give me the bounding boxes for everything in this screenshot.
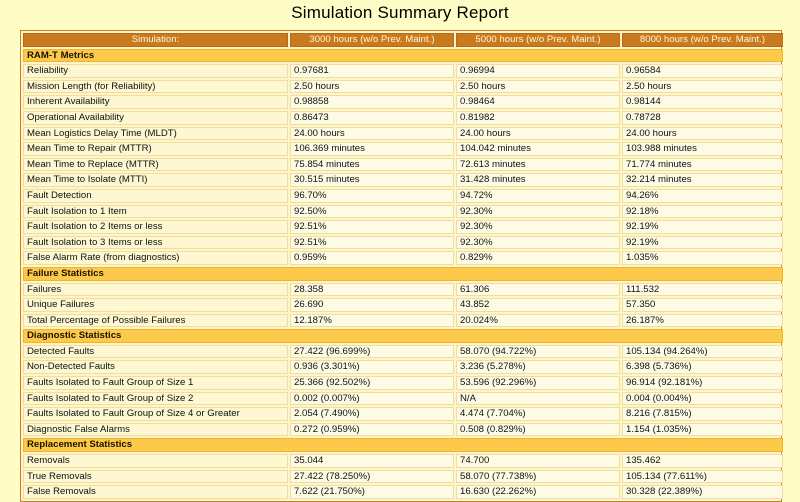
- metric-label: False Alarm Rate (from diagnostics): [23, 251, 288, 265]
- summary-table: [21, 31, 785, 501]
- metric-label: Mean Logistics Delay Time (MLDT): [23, 127, 288, 141]
- metric-label: Faults Isolated to Fault Group of Size 2: [23, 392, 288, 406]
- metric-value: 0.98144: [622, 95, 783, 109]
- metric-value: 35.044: [290, 454, 454, 468]
- metric-value: 0.98464: [456, 95, 620, 109]
- metric-value: 92.30%: [456, 236, 620, 250]
- table-row: [23, 95, 783, 109]
- metric-value: N/A: [456, 392, 620, 406]
- metric-value: 53.596 (92.296%): [456, 376, 620, 390]
- metric-value: 106.369 minutes: [290, 142, 454, 156]
- metric-label: Mean Time to Isolate (MTTI): [23, 173, 288, 187]
- metric-value: 16.630 (22.262%): [456, 485, 620, 499]
- metric-value: 94.72%: [456, 189, 620, 203]
- table-row: [23, 407, 783, 421]
- metric-value: 92.19%: [622, 220, 783, 234]
- header-label: Simulation:: [23, 33, 288, 47]
- metric-value: 0.81982: [456, 111, 620, 125]
- metric-value: 92.18%: [622, 205, 783, 219]
- metric-label: True Removals: [23, 470, 288, 484]
- summary-table-frame: [20, 30, 782, 502]
- metric-value: 0.78728: [622, 111, 783, 125]
- metric-value: 92.51%: [290, 220, 454, 234]
- metric-value: 0.829%: [456, 251, 620, 265]
- metric-value: 28.358: [290, 283, 454, 297]
- metric-value: 72.613 minutes: [456, 158, 620, 172]
- metric-label: Reliability: [23, 64, 288, 78]
- header-col-8000: 8000 hours (w/o Prev. Maint.): [622, 33, 783, 47]
- table-row: [23, 127, 783, 141]
- metric-value: 26.690: [290, 298, 454, 312]
- metric-value: 61.306: [456, 283, 620, 297]
- metric-value: 96.70%: [290, 189, 454, 203]
- table-row: [23, 298, 783, 312]
- section-header-row: [23, 49, 783, 63]
- metric-label: Mean Time to Repair (MTTR): [23, 142, 288, 156]
- metric-value: 2.50 hours: [290, 80, 454, 94]
- metric-value: 2.50 hours: [622, 80, 783, 94]
- metric-value: 92.30%: [456, 205, 620, 219]
- metric-value: 7.622 (21.750%): [290, 485, 454, 499]
- metric-value: 0.508 (0.829%): [456, 423, 620, 437]
- metric-label: Fault Isolation to 3 Items or less: [23, 236, 288, 250]
- metric-value: 26.187%: [622, 314, 783, 328]
- metric-value: 8.216 (7.815%): [622, 407, 783, 421]
- table-row: [23, 454, 783, 468]
- metric-value: 1.154 (1.035%): [622, 423, 783, 437]
- table-row: [23, 345, 783, 359]
- metric-value: 43.852: [456, 298, 620, 312]
- metric-value: 71.774 minutes: [622, 158, 783, 172]
- metric-value: 0.004 (0.004%): [622, 392, 783, 406]
- table-row: [23, 423, 783, 437]
- metric-value: 3.236 (5.278%): [456, 360, 620, 374]
- table-row: [23, 376, 783, 390]
- metric-value: 75.854 minutes: [290, 158, 454, 172]
- table-row: [23, 142, 783, 156]
- table-row: [23, 220, 783, 234]
- metric-value: 30.515 minutes: [290, 173, 454, 187]
- table-row: [23, 64, 783, 78]
- metric-value: 4.474 (7.704%): [456, 407, 620, 421]
- table-row: [23, 236, 783, 250]
- section-header-row: [23, 329, 783, 343]
- metric-value: 24.00 hours: [622, 127, 783, 141]
- table-row: [23, 360, 783, 374]
- metric-value: 105.134 (77.611%): [622, 470, 783, 484]
- metric-value: 111.532: [622, 283, 783, 297]
- table-row: [23, 158, 783, 172]
- metric-value: 24.00 hours: [456, 127, 620, 141]
- header-col-3000: 3000 hours (w/o Prev. Maint.): [290, 33, 454, 47]
- metric-value: 0.96994: [456, 64, 620, 78]
- metric-value: 0.272 (0.959%): [290, 423, 454, 437]
- table-row: [23, 470, 783, 484]
- metric-label: Unique Failures: [23, 298, 288, 312]
- metric-value: 58.070 (94.722%): [456, 345, 620, 359]
- metric-label: Faults Isolated to Fault Group of Size 1: [23, 376, 288, 390]
- metric-value: 0.98858: [290, 95, 454, 109]
- metric-value: 31.428 minutes: [456, 173, 620, 187]
- table-row: [23, 251, 783, 265]
- metric-value: 103.988 minutes: [622, 142, 783, 156]
- metric-value: 57.350: [622, 298, 783, 312]
- metric-value: 6.398 (5.736%): [622, 360, 783, 374]
- metric-label: Non-Detected Faults: [23, 360, 288, 374]
- metric-label: Total Percentage of Possible Failures: [23, 314, 288, 328]
- metric-label: Diagnostic False Alarms: [23, 423, 288, 437]
- metric-value: 0.97681: [290, 64, 454, 78]
- metric-value: 27.422 (96.699%): [290, 345, 454, 359]
- metric-label: Fault Isolation to 1 Item: [23, 205, 288, 219]
- table-row: [23, 392, 783, 406]
- summary-table-body: [23, 33, 783, 499]
- metric-label: Fault Detection: [23, 189, 288, 203]
- table-row: [23, 283, 783, 297]
- metric-value: 20.024%: [456, 314, 620, 328]
- metric-value: 12.187%: [290, 314, 454, 328]
- metric-value: 27.422 (78.250%): [290, 470, 454, 484]
- section-title: RAM-T Metrics: [23, 49, 783, 63]
- metric-label: Failures: [23, 283, 288, 297]
- metric-label: False Removals: [23, 485, 288, 499]
- metric-label: Mission Length (for Reliability): [23, 80, 288, 94]
- metric-value: 58.070 (77.738%): [456, 470, 620, 484]
- section-title: Failure Statistics: [23, 267, 783, 281]
- metric-label: Faults Isolated to Fault Group of Size 4 or Greater: [23, 407, 288, 421]
- metric-label: Inherent Availability: [23, 95, 288, 109]
- metric-value: 94.26%: [622, 189, 783, 203]
- metric-value: 92.19%: [622, 236, 783, 250]
- metric-value: 104.042 minutes: [456, 142, 620, 156]
- metric-value: 32.214 minutes: [622, 173, 783, 187]
- metric-value: 74.700: [456, 454, 620, 468]
- metric-value: 96.914 (92.181%): [622, 376, 783, 390]
- metric-value: 0.002 (0.007%): [290, 392, 454, 406]
- metric-value: 92.50%: [290, 205, 454, 219]
- metric-value: 105.134 (94.264%): [622, 345, 783, 359]
- metric-value: 24.00 hours: [290, 127, 454, 141]
- metric-label: Mean Time to Replace (MTTR): [23, 158, 288, 172]
- table-row: [23, 189, 783, 203]
- metric-value: 0.96584: [622, 64, 783, 78]
- metric-value: 30.328 (22.389%): [622, 485, 783, 499]
- section-header-row: [23, 267, 783, 281]
- table-row: [23, 80, 783, 94]
- table-row: [23, 205, 783, 219]
- metric-value: 1.035%: [622, 251, 783, 265]
- metric-value: 92.30%: [456, 220, 620, 234]
- metric-value: 92.51%: [290, 236, 454, 250]
- metric-value: 135.462: [622, 454, 783, 468]
- report-title: Simulation Summary Report: [291, 3, 509, 22]
- section-title: Diagnostic Statistics: [23, 329, 783, 343]
- metric-value: 0.936 (3.301%): [290, 360, 454, 374]
- metric-label: Detected Faults: [23, 345, 288, 359]
- header-col-5000: 5000 hours (w/o Prev. Maint.): [456, 33, 620, 47]
- metric-label: Fault Isolation to 2 Items or less: [23, 220, 288, 234]
- table-row: [23, 111, 783, 125]
- metric-label: Removals: [23, 454, 288, 468]
- header-row: [23, 33, 783, 47]
- metric-value: 25.366 (92.502%): [290, 376, 454, 390]
- metric-value: 2.50 hours: [456, 80, 620, 94]
- table-row: [23, 173, 783, 187]
- metric-value: 2.054 (7.490%): [290, 407, 454, 421]
- table-row: [23, 314, 783, 328]
- section-title: Replacement Statistics: [23, 438, 783, 452]
- table-row: [23, 485, 783, 499]
- metric-value: 0.959%: [290, 251, 454, 265]
- metric-label: Operational Availability: [23, 111, 288, 125]
- metric-value: 0.86473: [290, 111, 454, 125]
